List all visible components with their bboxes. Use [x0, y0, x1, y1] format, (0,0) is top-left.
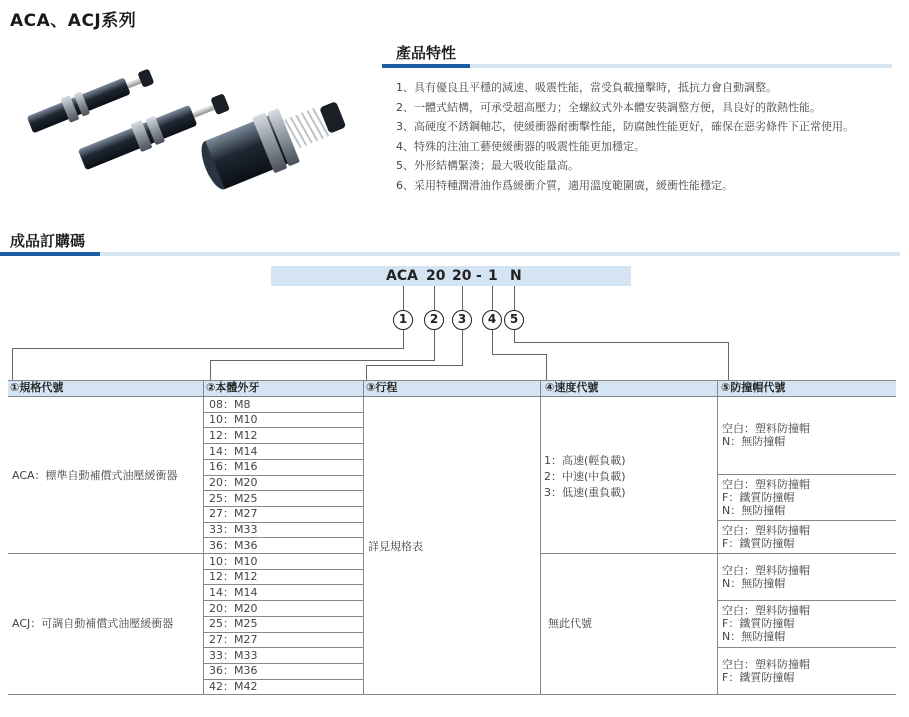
thread-cell: 33：M33: [209, 523, 258, 536]
thread-cell: 10：M10: [209, 555, 258, 568]
leader-line: [434, 330, 435, 360]
cap-group: [722, 478, 810, 517]
code-part-model: ACA: [386, 268, 418, 284]
speed-acj: 無此代號: [548, 617, 592, 630]
thread-cell: 20：M20: [209, 602, 258, 615]
leader-line: [366, 365, 463, 366]
code-part-stroke: 20: [452, 268, 472, 284]
leader-line: [210, 360, 435, 361]
cap-option: 空白：塑料防撞帽: [722, 478, 810, 491]
cap-group: [722, 564, 810, 590]
connector-line: [403, 286, 404, 310]
code-part-dash: -: [476, 268, 482, 284]
cap-option: F：鐵質防撞帽: [722, 671, 795, 684]
feature-item: 5、外形結構緊湊；最大吸收能量高。: [396, 159, 579, 172]
leader-line: [210, 360, 211, 380]
cap-option: F：鐵質防撞帽: [722, 491, 795, 504]
connector-line: [492, 286, 493, 310]
connector-line: [514, 286, 515, 310]
thread-cell: 14：M14: [209, 586, 258, 599]
leader-line: [462, 330, 463, 365]
header-thread: ②本體外牙: [206, 381, 260, 394]
cap-group: [722, 422, 810, 448]
cap-option: 空白：塑料防撞帽: [722, 422, 810, 435]
connector-line: [434, 286, 435, 310]
ordering-title: 成品訂購碼: [10, 232, 86, 250]
features-list: [396, 78, 854, 195]
aca-spec-label: ACA：標準自動補償式油壓緩衝器: [12, 469, 178, 482]
feature-item: 2、一體式結構，可承受超高壓力；全螺紋式外本體安裝調整方便，具良好的散熱性能。: [396, 100, 821, 114]
thread-cell: 36：M36: [209, 539, 258, 552]
header-stroke: ③行程: [366, 381, 398, 394]
acj-spec-label: ACJ：可調自動補償式油壓緩衝器: [12, 617, 174, 630]
thread-cell: 27：M27: [209, 507, 258, 520]
cap-option: 空白：塑料防撞帽: [722, 524, 810, 537]
code-band: [271, 266, 631, 286]
cap-option: 空白：塑料防撞帽: [722, 564, 810, 577]
series-title: ACA、ACJ系列: [10, 11, 137, 31]
features-title-bar: [382, 64, 892, 68]
code-part-cap: N: [510, 268, 522, 284]
leader-line: [514, 330, 515, 342]
feature-item: 1、具有優良且平穩的減速、吸震性能，當受負載撞擊時，抵抗力會自動調整。: [396, 81, 777, 94]
thread-cell: 36：M36: [209, 664, 258, 677]
circle-5: 5: [504, 310, 524, 330]
code-part-speed: 1: [488, 268, 498, 284]
cap-option: N：無防撞帽: [722, 630, 786, 643]
features-title: 產品特性: [396, 44, 457, 62]
thread-cell: 20：M20: [209, 476, 258, 489]
cap-option: F：鐵質防撞帽: [722, 617, 795, 630]
product-image: [20, 55, 370, 205]
thread-cell: 08：M8: [209, 398, 251, 411]
thread-cell: 10：M10: [209, 413, 258, 426]
cap-option: 空白：塑料防撞帽: [722, 604, 810, 617]
circle-3: 3: [452, 310, 472, 330]
speed-aca-list: [544, 453, 626, 501]
code-part-thread: 20: [426, 268, 446, 284]
thread-cell: 16：M16: [209, 460, 258, 473]
speed-item: 3：低速(重負載): [544, 486, 626, 499]
leader-line: [12, 348, 404, 349]
thread-cell: 42：M42: [209, 680, 258, 693]
feature-item: 4、特殊的注油工藝使緩衝器的吸震性能更加穩定。: [396, 139, 645, 153]
thread-cell: 33：M33: [209, 649, 258, 662]
cap-option: 空白：塑料防撞帽: [722, 658, 810, 671]
leader-line: [514, 342, 728, 343]
cap-group: [722, 524, 810, 550]
ordering-title-bar: [0, 252, 900, 256]
feature-item: 3、高硬度不銹鋼軸芯，使緩衝器耐衝擊性能，防腐蝕性能更好，確保在惡劣條件下正常使用。: [396, 120, 854, 133]
cap-option: F：鐵質防撞帽: [722, 537, 795, 550]
connector-line: [462, 286, 463, 310]
leader-line: [403, 330, 404, 348]
thread-cell: 27：M27: [209, 633, 258, 646]
header-spec-code: ①規格代號: [10, 381, 64, 394]
cap-group: [722, 658, 810, 684]
feature-item: 6、采用特種潤滑油作爲緩衝介質，適用溫度範圍廣，緩衝性能穩定。: [396, 178, 733, 192]
header-cap-code: ⑤防撞帽代號: [721, 381, 786, 394]
leader-line: [728, 342, 729, 380]
thread-cell: 25：M25: [209, 492, 258, 505]
cap-option: N：無防撞帽: [722, 435, 786, 448]
thread-cell: 12：M12: [209, 570, 258, 583]
cap-option: N：無防撞帽: [722, 577, 786, 590]
leader-line: [546, 354, 547, 380]
circle-4: 4: [482, 310, 502, 330]
leader-line: [12, 348, 13, 380]
thread-cell: 25：M25: [209, 617, 258, 630]
circle-2: 2: [424, 310, 444, 330]
leader-line: [366, 365, 367, 380]
cap-group: [722, 604, 810, 643]
leader-line: [492, 330, 493, 354]
leader-line: [492, 354, 547, 355]
speed-item: 2：中速(中負載): [544, 470, 626, 483]
header-speed-code: ④速度代號: [545, 381, 599, 394]
stroke-value: 詳見規格表: [368, 540, 423, 553]
speed-item: 1：高速(輕負載): [544, 454, 626, 467]
thread-cell: 12：M12: [209, 429, 258, 442]
cap-option: N：無防撞帽: [722, 504, 786, 517]
circle-1: 1: [393, 310, 413, 330]
thread-cell: 14：M14: [209, 445, 258, 458]
